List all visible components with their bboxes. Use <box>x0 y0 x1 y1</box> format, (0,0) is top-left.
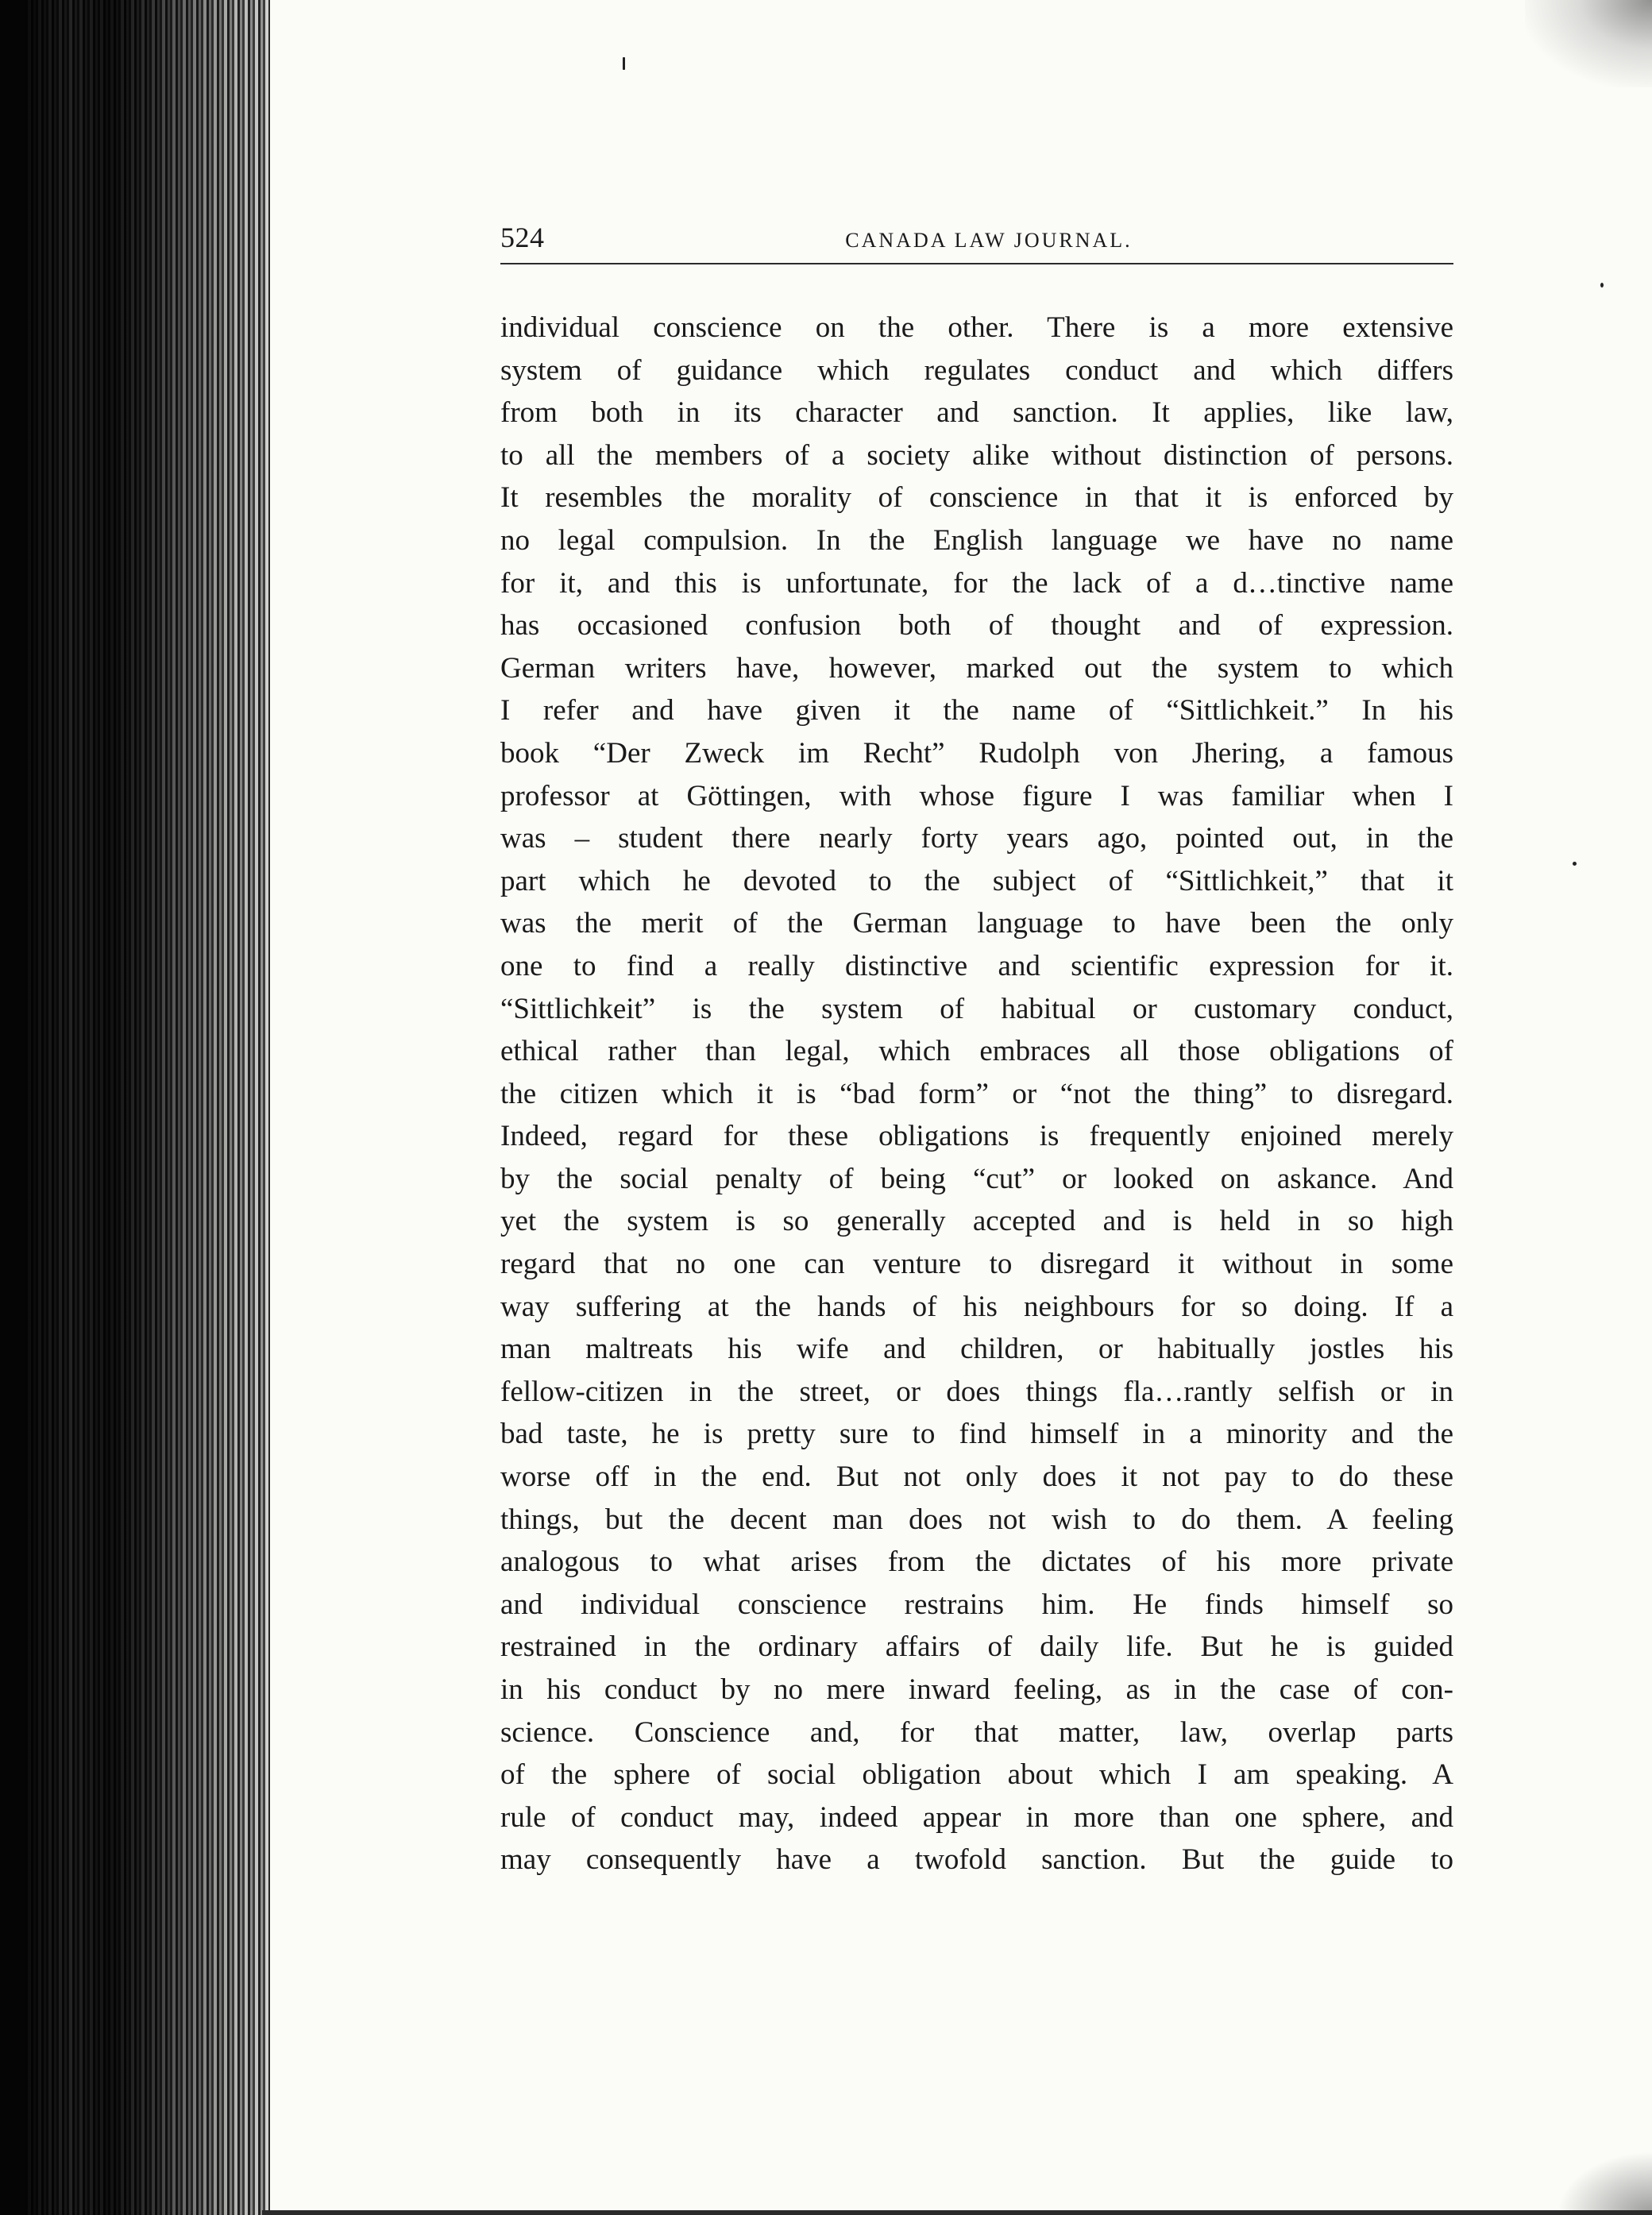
text-line: book “Der Zweck im Recht” Rudolph von Jhering, a famous <box>500 736 1453 770</box>
text-line: one to find a really distinctive and scientific expression for it. <box>500 949 1453 982</box>
header-rule <box>500 263 1453 264</box>
page-header <box>500 221 1453 260</box>
text-line: worse off in the end. But not only does it not pay to do these <box>500 1461 1453 1494</box>
text-line: bad taste, he is pretty sure to find himself in a minority and the <box>500 1418 1453 1451</box>
text-line: I refer and have given it the name of “Sittlichkeit.” In his <box>500 694 1453 727</box>
text-line: German writers have, however, marked out the system to which <box>500 651 1453 685</box>
text-line: yet the system is so generally accepted and is held in so high <box>500 1205 1453 1238</box>
text-line: and individual conscience restrains him. He finds himself so <box>500 1588 1453 1621</box>
text-line: professor at Göttingen, with whose figure I was familiar when I <box>500 779 1453 812</box>
text-line: fellow-citizen in the street, or does things fla…rantly selfish or in <box>500 1375 1453 1408</box>
text-line: the citizen which it is “bad form” or “not the thing” to disregard. <box>500 1077 1453 1110</box>
scan-corner-shadow <box>1525 0 1652 87</box>
text-line: may consequently have a twofold sanction. But the guide to <box>500 1843 1453 1877</box>
scan-speck <box>623 57 625 70</box>
text-line: things, but the decent man does not wish to do them. A feeling <box>500 1503 1453 1536</box>
text-line: part which he devoted to the subject of “Sittlichkeit,” that it <box>500 864 1453 897</box>
text-line: was the merit of the German language to have been the only <box>500 907 1453 940</box>
text-line: analogous to what arises from the dictates of his more private <box>500 1545 1453 1579</box>
text-line: for it, and this is unfortunate, for the lack of a d…tinctive name <box>500 566 1453 600</box>
text-line: “Sittlichkeit” is the system of habitual or customary conduct, <box>500 992 1453 1025</box>
text-line: rule of conduct may, indeed appear in more than one sphere, and <box>500 1800 1453 1834</box>
text-line: has occasioned confusion both of thought and of expression. <box>500 609 1453 643</box>
text-line: Indeed, regard for these obligations is frequently enjoined merely <box>500 1120 1453 1153</box>
text-line: no legal compulsion. In the English language we have no name <box>500 523 1453 557</box>
running-head: CANADA LAW JOURNAL. <box>845 229 1133 252</box>
page-bottom-edge <box>262 2210 1652 2215</box>
text-line: in his conduct by no mere inward feeling, as in the case of con- <box>500 1673 1453 1706</box>
text-line: system of guidance which regulates conduct and which differs <box>500 353 1453 387</box>
text-line: restrained in the ordinary affairs of daily life. But he is guided <box>500 1630 1453 1664</box>
text-line: ethical rather than legal, which embraces all those obligations of <box>500 1035 1453 1068</box>
text-line: from both in its character and sanction. It applies, like law, <box>500 396 1453 430</box>
scan-speck <box>1600 283 1604 287</box>
scan-corner-shadow-bottom <box>1557 2151 1652 2215</box>
binding-shadow <box>0 0 270 2215</box>
page-number: 524 <box>500 222 545 253</box>
text-line: It resembles the morality of conscience in that it is enforced by <box>500 481 1453 515</box>
text-line: to all the members of a society alike without distinction of persons. <box>500 438 1453 472</box>
text-line: individual conscience on the other. There is a more extensive <box>500 311 1453 344</box>
text-line: man maltreats his wife and children, or habitually jostles his <box>500 1333 1453 1366</box>
text-line: way suffering at the hands of his neighbours for so doing. If a <box>500 1290 1453 1323</box>
text-line: regard that no one can venture to disregard it without in some <box>500 1248 1453 1281</box>
text-line: of the sphere of social obligation about which I am speaking. A <box>500 1758 1453 1792</box>
body-paragraph <box>500 307 1453 1881</box>
scan-speck <box>1573 862 1577 866</box>
text-line: science. Conscience and, for that matter, law, overlap parts <box>500 1715 1453 1749</box>
binding-edge <box>0 0 25 2215</box>
text-line: by the social penalty of being “cut” or looked on askance. And <box>500 1162 1453 1195</box>
text-line: was – student there nearly forty years ago, pointed out, in the <box>500 822 1453 855</box>
